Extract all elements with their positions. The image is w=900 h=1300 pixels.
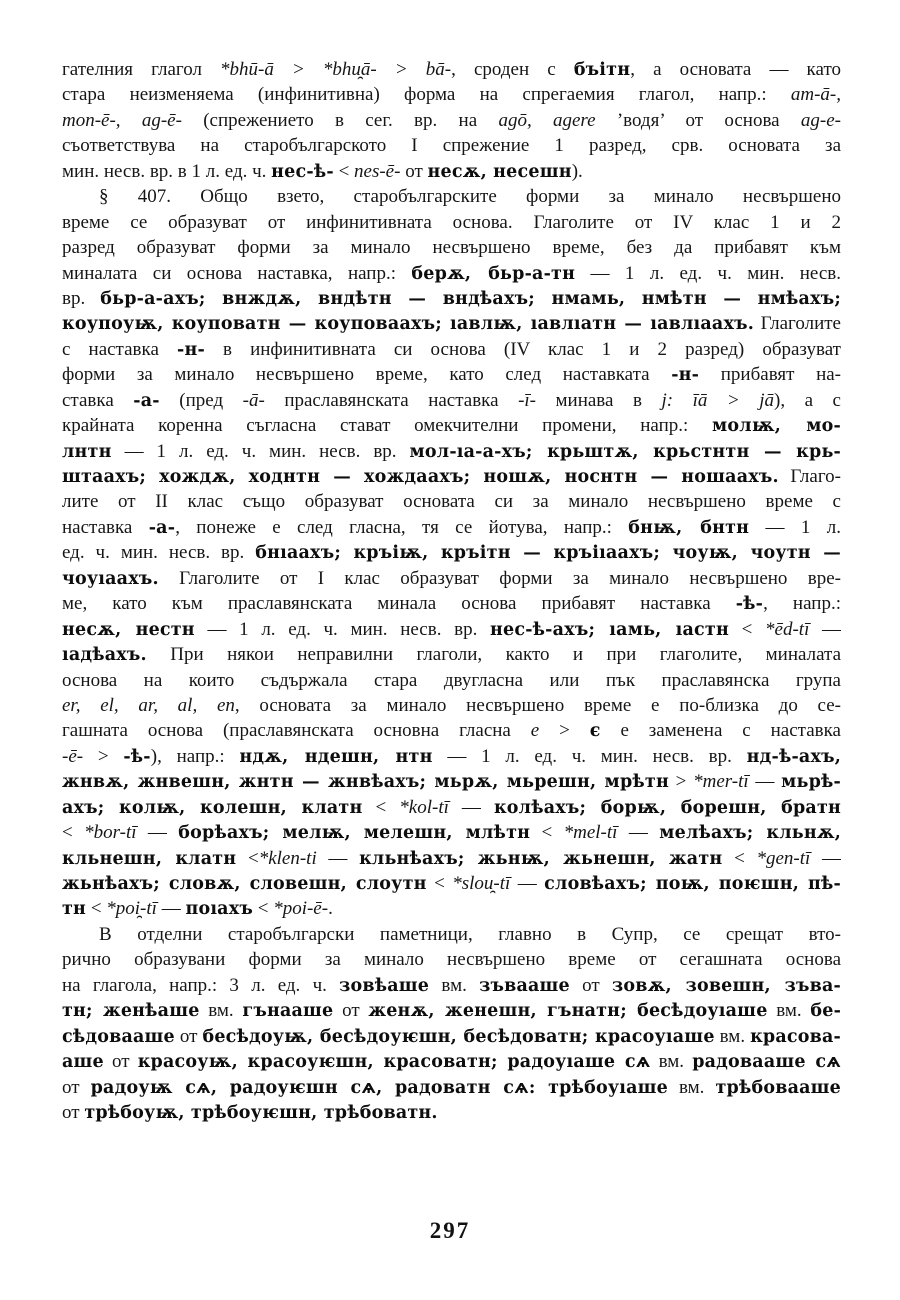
text-line [62,1100,841,1125]
body-text: от [333,1000,369,1022]
ocs-text: мол-ıа-а-хъ; крьштѫ, крьстнтн — крь- [409,441,841,462]
body-text: , основата за минало несвършено време е по-близка до се- [234,694,841,716]
body-text: от [103,1051,138,1073]
ocs-text: несѫ, нестн [62,619,195,640]
text-line [62,337,841,362]
body-text: вм. [429,974,480,996]
ocs-text: -а- [133,390,160,411]
latin-italic-text: ag-e- [800,109,841,131]
body-text: При някои неправилни глаголи, както и при глаголите, миналата [146,644,841,666]
body-text: , сроден с [451,59,574,80]
text-line [62,769,841,794]
text-line [62,515,841,540]
body-text: — 1 л. ед. ч. мин. несв. вр. [111,440,410,462]
ocs-text: трѣбовааше [715,1077,841,1098]
body-text: наставка [62,516,149,538]
text-line [62,566,841,591]
body-text: ед. ч. мин. несв. вр. [62,542,256,564]
body-text: вм. [667,1076,716,1098]
text-line [62,210,841,235]
body-text: време се образуват от инфинитивната основа. Глаголите от IV клас 1 и 2 [62,211,841,233]
text-line [62,261,841,286]
text-line [62,1024,841,1049]
body-text: , напр.: [763,593,841,615]
ocs-text: поıахъ [185,899,253,920]
ocs-text: жнвѫ, жнвешн, жнтн — жнвѣахъ; мьрѫ, мьрешн, мрѣтн [62,772,669,793]
ocs-text: -н- [671,365,700,386]
body-text: — [809,618,841,640]
body-text: рично образувани форми за минало несвършено време от сегашната основа [62,949,841,971]
ocs-text: бнѭ, бнтн [628,517,750,538]
ocs-text: тн [62,899,87,920]
paragraph-3 [62,922,841,1126]
page-number: 297 [429,1218,471,1243]
body-text: ), напр.: [150,745,240,767]
latin-italic-text: *poi̯-tī [106,898,157,920]
text-line [62,1075,841,1100]
ocs-text: -а- [148,517,176,538]
latin-italic-text: -ā- [242,389,265,411]
text-line [62,57,841,82]
body-text: лите от II клас също образуват основата си за минало несвършено време с [62,491,841,513]
ocs-text: штаахъ; хождѫ, ходнтн — хождаахъ; ношѫ, носнтн — ношаахъ. [62,467,779,487]
ocs-text: словѣахъ; поѭ, поѥшн, пѣ- [544,874,841,894]
ocs-text: зъвааше [479,975,570,996]
ocs-text: берѫ, бьр-а-тн [411,263,576,284]
ocs-text: бъітн [573,60,631,80]
ocs-text: бьр-а-ахъ; внждѫ, вндѣтн — вндѣахъ; нмамь, нмѣтн — нмѣахъ; [100,288,841,309]
body-text: от [62,1101,85,1123]
body-text: ставка [62,389,134,411]
ocs-text: -ѣ- [735,594,764,615]
text-line [62,362,841,387]
ocs-text: зовѣаше [339,975,430,996]
text-line [62,133,841,158]
body-text: съответствува на старобългарското I спрежение 1 разред, срв. основата за [62,135,841,157]
ocs-text: колѣахъ; борѭ, борешн, братн [493,797,841,818]
ocs-text: бесѣдоуѭ, бесѣдоуѥшн, бесѣдоватн; красоуıаше [202,1026,715,1047]
latin-italic-text: -ī- [518,389,536,411]
latin-italic-text: *ēd-tī [765,618,810,640]
text-line [62,642,841,667]
body-text: § 407. Общо взето, старобългарските форми за минало несвършено [99,186,841,208]
body-text: — [316,847,360,869]
text-line [62,795,841,820]
ocs-text: сѣдовааше [62,1026,175,1047]
ocs-text: радовааше сѧ [692,1052,841,1073]
text-line [62,388,841,413]
latin-italic-text: *mer-tī [693,771,749,793]
text-line [62,846,841,871]
body-text: < [62,822,85,844]
text-line [62,235,841,260]
body-text: — 1 л. [749,516,841,538]
ocs-text: кльнѣахъ; жьнѭ, жьнешн, жатн [359,848,723,869]
ocs-text: кльнешн, клатн [62,848,237,869]
text-line [62,82,841,107]
body-text: . [328,898,333,920]
body-text: разред образуват форми за минало несвършено време, без да прибавят към [62,237,841,259]
body-text: с наставка [62,338,177,360]
latin-italic-text: *poi-ē- [273,898,329,920]
body-text: основа на които съдържала стара двугласна или пък праславянска група [62,669,841,691]
body-text: — [617,822,660,844]
body-text: < [722,847,757,869]
ocs-text: жьнѣахъ; словѫ, словешн, слоутн [62,874,427,894]
body-text: вм. [650,1051,693,1073]
body-text: крайната коренна съгласна стават омекчителни промени, напр.: [62,415,712,437]
body-text: — [136,822,179,844]
body-text: вм. [199,1000,243,1022]
text-line [62,286,841,311]
paragraph-2 [62,184,841,922]
ocs-text: лнтн [62,441,112,462]
body-text: < [236,847,259,869]
body-text: (спрежението в сег. вр. на [181,109,499,131]
body-text: на глагола, напр.: 3 л. ед. ч. [62,974,340,996]
ocs-text: -н- [176,339,205,360]
latin-italic-text: *kol-tī [399,796,449,818]
latin-italic-text: agō, agere [498,109,596,131]
body-text: — [510,873,545,894]
latin-italic-text: *klen-ti [258,847,317,869]
text-line [62,922,841,947]
ocs-text: красова- [750,1026,841,1047]
text-line [62,159,841,184]
ocs-text: бе- [810,1001,841,1022]
ocs-text: борѣахъ; мелѭ, мелешн, млѣтн [178,823,531,844]
ocs-text: аше [62,1052,104,1073]
paragraph-1 [62,57,841,184]
body-text: минава в [536,389,662,411]
text-line [62,617,841,642]
body-text: (пред [159,389,243,411]
ocs-text: ахъ; колѭ, колешн, клатн [62,797,363,818]
text-line [62,184,841,209]
ocs-text: гънааше [242,1001,334,1022]
latin-italic-text: *bhū-ā > *bhu̯ā- > bā- [220,59,452,80]
body-text: < [530,822,564,844]
body-text: е заменена с наставка [600,720,841,742]
body-text: > [668,771,694,793]
latin-italic-text: *slou̯-tī [452,873,511,894]
text-line [62,871,841,896]
body-text: < [728,618,766,640]
latin-italic-text: *bor-tī [84,822,137,844]
body-text: < [362,796,400,818]
ocs-text: зовѫ, зовешн, зъва- [612,975,841,996]
body-text: , а основата — като [630,59,841,80]
ocs-text: красоуѭ, красоуѥшн, красоватн; радоуıаше сѧ [137,1052,651,1073]
text-line [62,464,841,489]
text-line [62,439,841,464]
text-line [62,540,841,565]
ocs-text: тн; женѣаше [62,1001,200,1022]
latin-italic-text: er, el, ar, al, en [62,694,235,716]
ocs-text: коупоуѭ, коуповатн — коуповаахъ; ıавлѭ, ıавлıатн — ıавлıаахъ. [62,314,754,335]
ocs-text: нес-ѣ- [271,161,334,182]
body-text: — [156,898,186,920]
text-line [62,413,841,438]
body-text: ме, като към праславянската минала основа прибавят наставка [62,593,736,615]
ocs-text: чоуıаахъ. [62,568,159,589]
body-text: праславянската наставка [264,389,519,411]
ocs-text: трѣбоуѭ, трѣбоуѥшн, трѣбоватн. [84,1102,438,1123]
body-text: — [448,796,494,818]
ocs-text: молѭ, мо- [712,416,841,437]
ocs-text: несѫ, несешн [427,161,572,182]
body-text: от [400,160,428,182]
body-text: вм. [767,1000,811,1022]
ocs-text: ıадѣахъ. [62,645,147,666]
body-text: < [426,873,453,894]
latin-italic-text: *gen-tī [756,847,811,869]
body-text: ’водя’ от основа [595,109,801,131]
ocs-text: радоуѭ сѧ, радоуѥшн сѧ, радоватн сѧ: трѣбоуıаше [90,1077,668,1098]
ocs-text: нес-ѣ-ахъ; ıамь, ıастн [490,619,729,640]
text-line [62,718,841,743]
ocs-text: женѫ, женешн, гънатн; бесѣдоуıаше [368,1001,768,1022]
latin-italic-text: nes-ē- [354,160,401,182]
page-text [62,57,841,1125]
body-text: от [174,1025,203,1047]
latin-italic-text: am-ā-, [790,84,841,106]
body-text: от [569,974,612,996]
body-text: — 1 л. ед. ч. мин. несв. вр. [432,745,747,767]
body-text: > [83,745,124,767]
body-text: вм. [714,1025,751,1047]
text-line [62,489,841,514]
body-text: > [539,720,590,742]
text-line [62,820,841,845]
body-text: < [333,160,355,182]
body-text: — [810,847,841,869]
text-line [62,108,841,133]
ocs-text: нд-ѣ-ахъ, [746,746,841,767]
latin-italic-text: *mel-tī [563,822,618,844]
ocs-text: бнıаахъ; кръіѭ, кръітн — кръіıаахъ; чоуѭ, чоутн — [255,543,841,564]
body-text: Глаго- [778,466,841,487]
text-line [62,591,841,616]
body-text: , понеже е след гласна, тя се йотува, напр.: [175,516,629,538]
text-line [62,947,841,972]
text-line [62,1049,841,1074]
text-line [62,998,841,1023]
text-line [62,896,841,921]
body-text: миналата си основа наставка, напр.: [62,262,412,284]
body-text: мин. несв. вр. в 1 л. ед. ч. [62,160,272,182]
body-text: ), а с [774,389,841,411]
latin-italic-text: j: īā > jā [661,389,775,411]
ocs-text: ндѫ, ндешн, нтн [239,746,433,767]
body-text: — [748,771,782,793]
body-text: < [252,898,274,920]
latin-italic-text: -ē- [62,745,84,767]
body-text: вр. [62,287,101,309]
ocs-text: є [589,721,601,742]
text-line [62,311,841,336]
body-text: форми за минало несвършено време, като след наставката [62,364,672,386]
body-text: — 1 л. ед. ч. мин. несв. [575,262,841,284]
body-text: — 1 л. ед. ч. мин. несв. вр. [194,618,491,640]
body-text: гателния глагол [62,59,221,80]
body-text: Глаголите от I клас образуват форми за минало несвършено вре- [158,567,841,589]
text-line [62,973,841,998]
body-text: в инфинитивната си основа (IV клас 1 и 2 разред) образуват [204,338,841,360]
text-line [62,668,841,693]
latin-italic-text: mon-ē-, ag-ē- [62,109,182,131]
ocs-text: мелѣахъ; кльнѫ, [659,823,841,844]
body-text: от [62,1076,91,1098]
body-text: гашната основа (праславянската основна гласна [62,720,531,742]
body-text: < [86,898,107,920]
body-text: стара неизменяема (инфинитивна) форма на спрегаемия глагол, напр.: [62,84,791,106]
text-line [62,744,841,769]
text-line [62,693,841,718]
body-text: прибавят на- [699,364,841,386]
latin-italic-text: e [530,720,540,742]
ocs-text: -ѣ- [123,746,151,767]
body-text: Глаголите [754,313,841,335]
ocs-text: мьрѣ- [781,772,841,793]
body-text: В отделни старобългарски паметници, главно в Супр, се срещат вто- [99,923,841,945]
body-text: ). [571,160,583,182]
